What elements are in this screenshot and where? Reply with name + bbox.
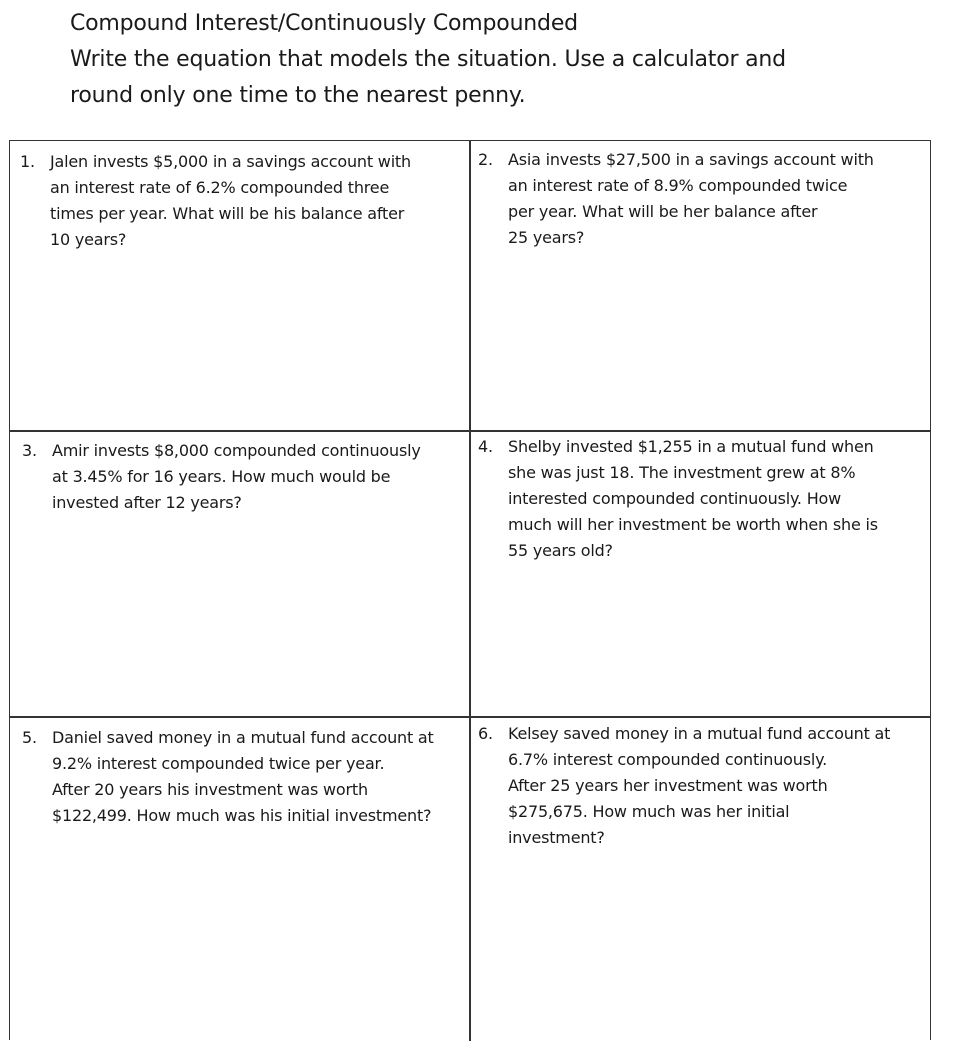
problem-line: she was just 18. The investment grew at 8% <box>508 463 856 482</box>
grid-divider-vertical <box>469 141 471 1041</box>
problem-number: 4. <box>478 437 493 456</box>
grid-divider-row-1 <box>10 430 930 432</box>
problem-number: 2. <box>478 150 493 169</box>
problem-line: interested compounded continuously. How <box>508 489 842 508</box>
grid-divider-row-2 <box>10 716 930 718</box>
problem-number: 1. <box>20 152 35 171</box>
instruction-line-2: round only one time to the nearest penny. <box>70 83 526 108</box>
problem-line: an interest rate of 8.9% compounded twice <box>508 176 848 195</box>
problem-text <box>50 149 460 253</box>
problem-line: Kelsey saved money in a mutual fund account at <box>508 724 891 743</box>
problem-line: $275,675. How much was her initial <box>508 802 790 821</box>
problem-1 <box>20 149 460 253</box>
problem-line: After 20 years his investment was worth <box>52 780 368 799</box>
problem-line: an interest rate of 6.2% compounded three <box>50 178 390 197</box>
problem-text <box>52 725 462 829</box>
problem-line: 10 years? <box>50 230 127 249</box>
problem-grid <box>9 140 931 1040</box>
instruction-line-1: Write the equation that models the situation. Use a calculator and <box>70 47 786 72</box>
worksheet-title: Compound Interest/Continuously Compounded <box>70 11 578 36</box>
problem-line: Daniel saved money in a mutual fund account at <box>52 728 434 747</box>
worksheet-header <box>70 6 930 114</box>
problem-2 <box>478 147 918 251</box>
problem-line: per year. What will be her balance after <box>508 202 818 221</box>
problem-text <box>508 434 918 564</box>
problem-line: 55 years old? <box>508 541 613 560</box>
problem-line: 9.2% interest compounded twice per year. <box>52 754 385 773</box>
problem-line: $122,499. How much was his initial investment? <box>52 806 432 825</box>
problem-line: much will her investment be worth when she is <box>508 515 878 534</box>
problem-line: investment? <box>508 828 605 847</box>
problem-text <box>508 147 918 251</box>
problem-text <box>508 721 918 851</box>
problem-line: at 3.45% for 16 years. How much would be <box>52 467 391 486</box>
problem-line: Jalen invests $5,000 in a savings account with <box>50 152 411 171</box>
problem-line: 25 years? <box>508 228 585 247</box>
problem-text <box>52 438 462 516</box>
problem-line: Asia invests $27,500 in a savings account with <box>508 150 874 169</box>
problem-line: After 25 years her investment was worth <box>508 776 828 795</box>
problem-3 <box>22 438 462 516</box>
problem-number: 6. <box>478 724 493 743</box>
problem-5 <box>22 725 462 829</box>
problem-number: 5. <box>22 728 37 747</box>
problem-line: invested after 12 years? <box>52 493 242 512</box>
problem-line: times per year. What will be his balance after <box>50 204 405 223</box>
problem-number: 3. <box>22 441 37 460</box>
problem-line: 6.7% interest compounded continuously. <box>508 750 827 769</box>
problem-4 <box>478 434 918 564</box>
problem-line: Amir invests $8,000 compounded continuously <box>52 441 421 460</box>
problem-line: Shelby invested $1,255 in a mutual fund when <box>508 437 874 456</box>
problem-6 <box>478 721 918 851</box>
